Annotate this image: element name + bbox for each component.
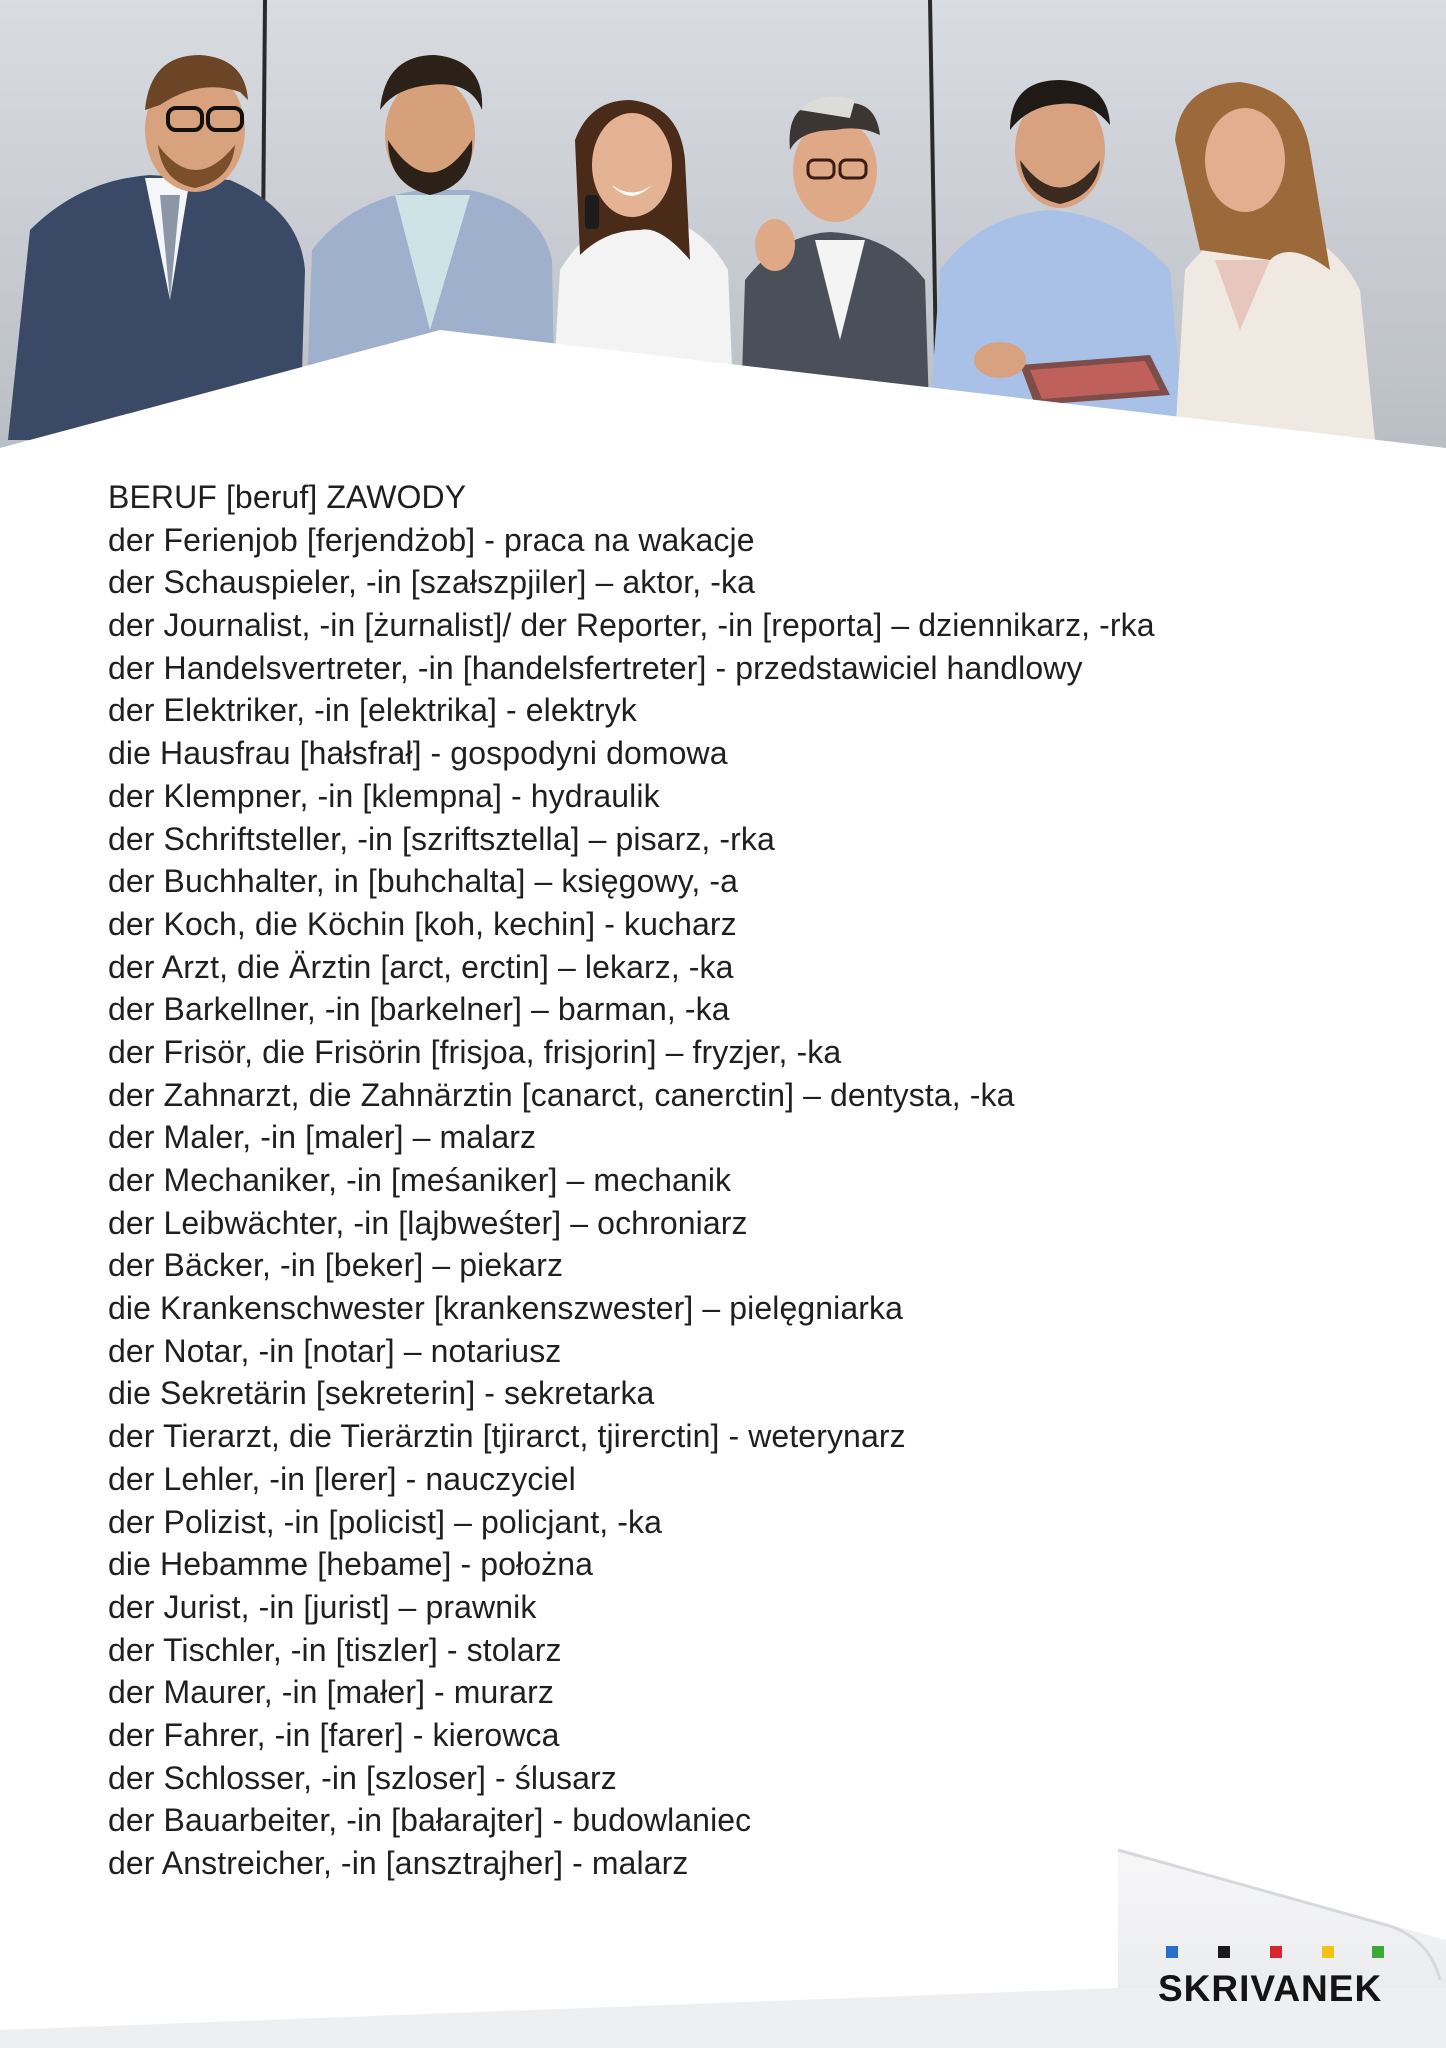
- list-item: der Leibwächter, -in [lajbweśter] – ochroniarz: [108, 1204, 748, 1241]
- list-item: der Jurist, -in [jurist] – prawnik: [108, 1588, 537, 1625]
- logo-square-blue: [1166, 1946, 1178, 1958]
- skrivanek-logo: [1158, 1946, 1388, 2016]
- list-item: der Lehler, -in [lerer] - nauczyciel: [108, 1460, 576, 1497]
- list-item: der Polizist, -in [policist] – policjant, -ka: [108, 1503, 663, 1540]
- list-item: der Arzt, die Ärztin [arct, erctin] – lekarz, -ka: [108, 948, 734, 985]
- logo-text: SKRIVANEK: [1158, 1968, 1383, 2009]
- list-item: der Schauspieler, -in [szałszpjiler] – aktor, -ka: [108, 564, 755, 601]
- logo-square-red: [1270, 1946, 1282, 1958]
- list-item: der Anstreicher, -in [ansztrajher] - malarz: [108, 1845, 689, 1881]
- list-item: der Zahnarzt, die Zahnärztin [canarct, canerctin] – dentysta, -ka: [108, 1076, 1015, 1113]
- logo-squares: [1166, 1946, 1384, 1960]
- list-item: der Barkellner, -in [barkelner] – barman, -ka: [108, 991, 730, 1028]
- list-item: die Hebamme [hebame] - położna: [108, 1546, 594, 1583]
- list-item: der Ferienjob [ferjendżob] - praca na wakacje: [108, 521, 755, 558]
- list-item: der Frisör, die Frisörin [frisjoa, frisjorin] – fryzjer, -ka: [108, 1033, 842, 1070]
- vocabulary-list: [108, 476, 1368, 1885]
- list-item: der Tischler, -in [tiszler] - stolarz: [108, 1631, 562, 1668]
- list-item: der Handelsvertreter, -in [handelsfertreter] - przedstawiciel handlowy: [108, 649, 1083, 686]
- list-item: die Krankenschwester [krankenszwester] – pielęgniarka: [108, 1290, 904, 1327]
- header-photo: [0, 0, 1446, 460]
- list-item: der Bäcker, -in [beker] – piekarz: [108, 1247, 564, 1284]
- list-item: der Maler, -in [maler] – malarz: [108, 1119, 537, 1156]
- list-item: der Schriftsteller, -in [szriftsztella] – pisarz, -rka: [108, 820, 775, 857]
- list-item: der Maurer, -in [małer] - murarz: [108, 1674, 554, 1711]
- list-item: der Koch, die Köchin [koh, kechin] - kucharz: [108, 905, 737, 942]
- list-item: die Hausfrau [hałsfrał] - gospodyni domowa: [108, 735, 728, 772]
- list-item: der Elektriker, -in [elektrika] - elektryk: [108, 692, 637, 729]
- list-item: die Sekretärin [sekreterin] - sekretarka: [108, 1375, 655, 1412]
- logo-square-yellow: [1322, 1946, 1334, 1958]
- logo-square-green: [1372, 1946, 1384, 1958]
- list-title: BERUF [beruf] ZAWODY: [108, 479, 467, 515]
- list-item: der Journalist, -in [żurnalist]/ der Reporter, -in [reporta] – dziennikarz, -rka: [108, 607, 1155, 644]
- list-item: der Fahrer, -in [farer] - kierowca: [108, 1716, 560, 1753]
- list-item: der Schlosser, -in [szloser] - ślusarz: [108, 1759, 617, 1796]
- list-item: der Buchhalter, in [buhchalta] – księgowy, -a: [108, 863, 739, 900]
- list-item: der Bauarbeiter, -in [bałarajter] - budowlaniec: [108, 1802, 752, 1839]
- list-item: der Klempner, -in [klempna] - hydraulik: [108, 777, 660, 814]
- list-item: der Tierarzt, die Tierärztin [tjirarct, tjirerctin] - weterynarz: [108, 1418, 906, 1455]
- logo-square-black: [1218, 1946, 1230, 1958]
- list-item: der Notar, -in [notar] – notariusz: [108, 1332, 562, 1369]
- list-item: der Mechaniker, -in [meśaniker] – mechanik: [108, 1162, 732, 1198]
